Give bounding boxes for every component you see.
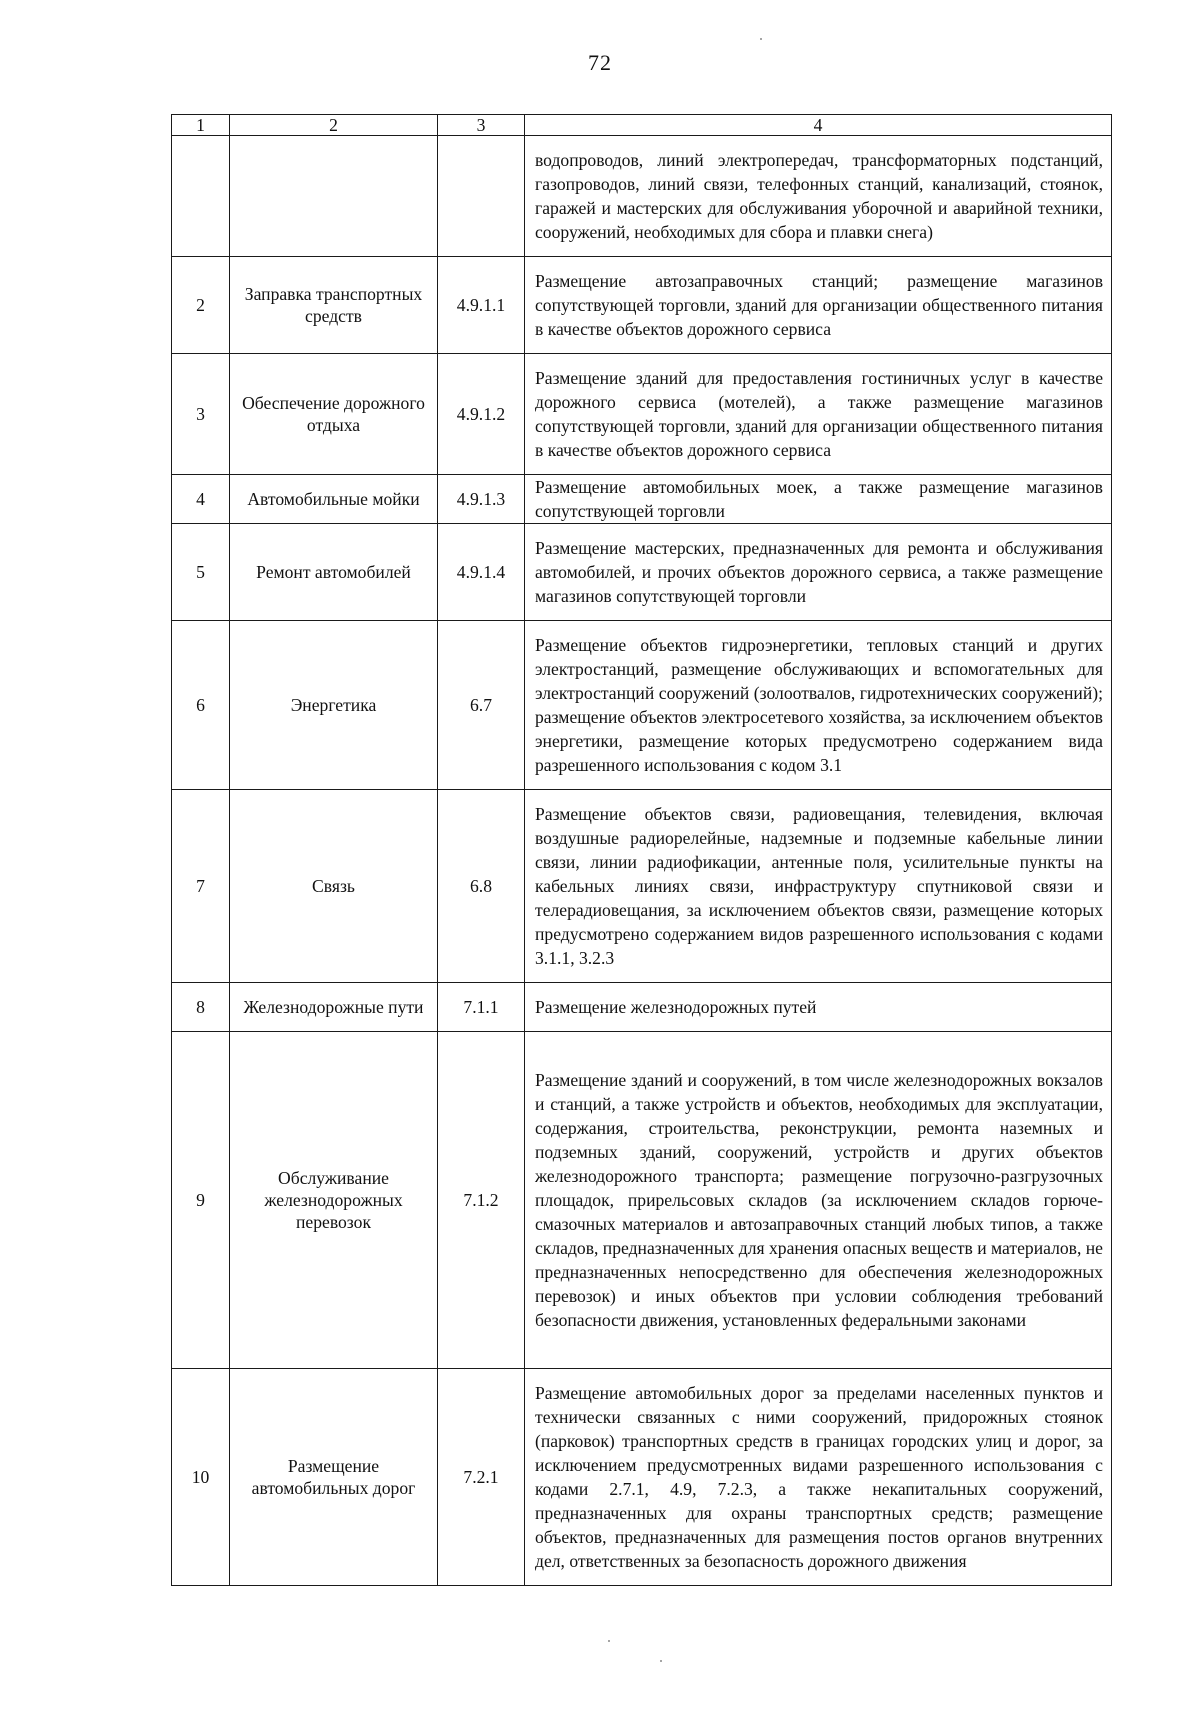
row-number: 10 bbox=[172, 1369, 230, 1586]
table-header-row bbox=[172, 115, 1112, 136]
row-code: 6.8 bbox=[438, 790, 525, 983]
table-row bbox=[172, 621, 1112, 790]
row-description: Размещение объектов гидроэнергетики, тепловых станций и других электростанций, размещение обслуживающих и вспомогательных для электростанций сооружений (золоотвалов, гидротехнических сооружений); размещение объектов электросетевого хозяйства, за исключением объектов энергетики, размещение которых предусмотрено содержанием вида разрешенного использования с кодом 3.1 bbox=[525, 621, 1112, 790]
row-description: Размещение автозаправочных станций; размещение магазинов сопутствующей торговли, зданий для организации общественного питания в качестве объектов дорожного сервиса bbox=[525, 257, 1112, 354]
row-number: 2 bbox=[172, 257, 230, 354]
table-row bbox=[172, 136, 1112, 257]
row-code: 4.9.1.4 bbox=[438, 524, 525, 621]
row-name: Заправка транспортных средств bbox=[230, 257, 438, 354]
row-code: 4.9.1.3 bbox=[438, 475, 525, 524]
land-use-table bbox=[171, 114, 1112, 1586]
row-code: 6.7 bbox=[438, 621, 525, 790]
row-name bbox=[230, 136, 438, 257]
row-number: 9 bbox=[172, 1032, 230, 1369]
header-col-2: 2 bbox=[230, 115, 438, 136]
scan-speck bbox=[608, 1640, 610, 1642]
table-row bbox=[172, 354, 1112, 475]
row-number: 4 bbox=[172, 475, 230, 524]
table-row bbox=[172, 983, 1112, 1032]
header-col-4: 4 bbox=[525, 115, 1112, 136]
row-description: Размещение зданий для предоставления гостиничных услуг в качестве дорожного сервиса (мотелей), а также размещение магазинов сопутствующей торговли, зданий для организации общественного питания в качестве объектов дорожного сервиса bbox=[525, 354, 1112, 475]
table-row bbox=[172, 257, 1112, 354]
row-code bbox=[438, 136, 525, 257]
row-code: 4.9.1.2 bbox=[438, 354, 525, 475]
page-number: 72 bbox=[588, 50, 612, 75]
row-description: Размещение объектов связи, радиовещания, телевидения, включая воздушные радиорелейные, надземные и подземные кабельные линии связи, линии радиофикации, антенные поля, усилительные пункты на кабельных линиях связи, инфраструктуру спутниковой связи и телерадиовещания, за исключением объектов связи, размещение которых предусмотрено содержанием видов разрешенного использования с кодами 3.1.1, 3.2.3 bbox=[525, 790, 1112, 983]
scan-speck bbox=[760, 38, 762, 40]
row-number: 6 bbox=[172, 621, 230, 790]
row-description: Размещение автомобильных моек, а также размещение магазинов сопутствующей торговли bbox=[525, 475, 1112, 524]
table-row bbox=[172, 475, 1112, 524]
row-name: Железнодорожные пути bbox=[230, 983, 438, 1032]
table-row bbox=[172, 1369, 1112, 1586]
header-col-3: 3 bbox=[438, 115, 525, 136]
header-col-1: 1 bbox=[172, 115, 230, 136]
row-description: Размещение железнодорожных путей bbox=[525, 983, 1112, 1032]
row-number bbox=[172, 136, 230, 257]
row-number: 5 bbox=[172, 524, 230, 621]
row-code: 7.1.2 bbox=[438, 1032, 525, 1369]
row-description: Размещение автомобильных дорог за пределами населенных пунктов и технически связанных с ними сооружений, придорожных стоянок (парковок) транспортных средств в границах городских улиц и дорог, за исключением предусмотренных видами разрешенного использования с кодами 2.7.1, 4.9, 7.2.3, а также некапитальных сооружений, предназначенных для охраны транспортных средств; размещение объектов, предназначенных для размещения постов органов внутренних дел, ответственных за безопасность дорожного движения bbox=[525, 1369, 1112, 1586]
row-name: Автомобильные мойки bbox=[230, 475, 438, 524]
row-name: Обеспечение дорожного отдыха bbox=[230, 354, 438, 475]
row-code: 4.9.1.1 bbox=[438, 257, 525, 354]
row-description: Размещение зданий и сооружений, в том числе железнодорожных вокзалов и станций, а также устройств и объектов, необходимых для эксплуатации, содержания, строительства, реконструкции, ремонта наземных и подземных зданий, сооружений, устройств и других объектов железнодорожного транспорта; размещение погрузочно-разгрузочных площадок, прирельсовых складов (за исключением складов горюче-смазочных материалов и автозаправочных станций любых типов, а также складов, предназначенных для хранения опасных веществ и материалов, не предназначенных непосредственно для обеспечения железнодорожных перевозок) и иных объектов при условии соблюдения требований безопасности движения, установленных федеральными законами bbox=[525, 1032, 1112, 1369]
row-name: Связь bbox=[230, 790, 438, 983]
row-number: 7 bbox=[172, 790, 230, 983]
table-row bbox=[172, 524, 1112, 621]
scan-speck bbox=[660, 1660, 662, 1662]
row-name: Ремонт автомобилей bbox=[230, 524, 438, 621]
row-description: Размещение мастерских, предназначенных для ремонта и обслуживания автомобилей, и прочих объектов дорожного сервиса, а также размещение магазинов сопутствующей торговли bbox=[525, 524, 1112, 621]
row-name: Энергетика bbox=[230, 621, 438, 790]
table-row bbox=[172, 1032, 1112, 1369]
table-row bbox=[172, 790, 1112, 983]
row-description: водопроводов, линий электропередач, трансформаторных подстанций, газопроводов, линий связи, телефонных станций, канализаций, стоянок, гаражей и мастерских для обслуживания уборочной и аварийной техники, сооружений, необходимых для сбора и плавки снега) bbox=[525, 136, 1112, 257]
row-name: Обслуживание железнодорожных перевозок bbox=[230, 1032, 438, 1369]
row-number: 8 bbox=[172, 983, 230, 1032]
row-code: 7.2.1 bbox=[438, 1369, 525, 1586]
row-number: 3 bbox=[172, 354, 230, 475]
row-name: Размещение автомобильных дорог bbox=[230, 1369, 438, 1586]
row-code: 7.1.1 bbox=[438, 983, 525, 1032]
